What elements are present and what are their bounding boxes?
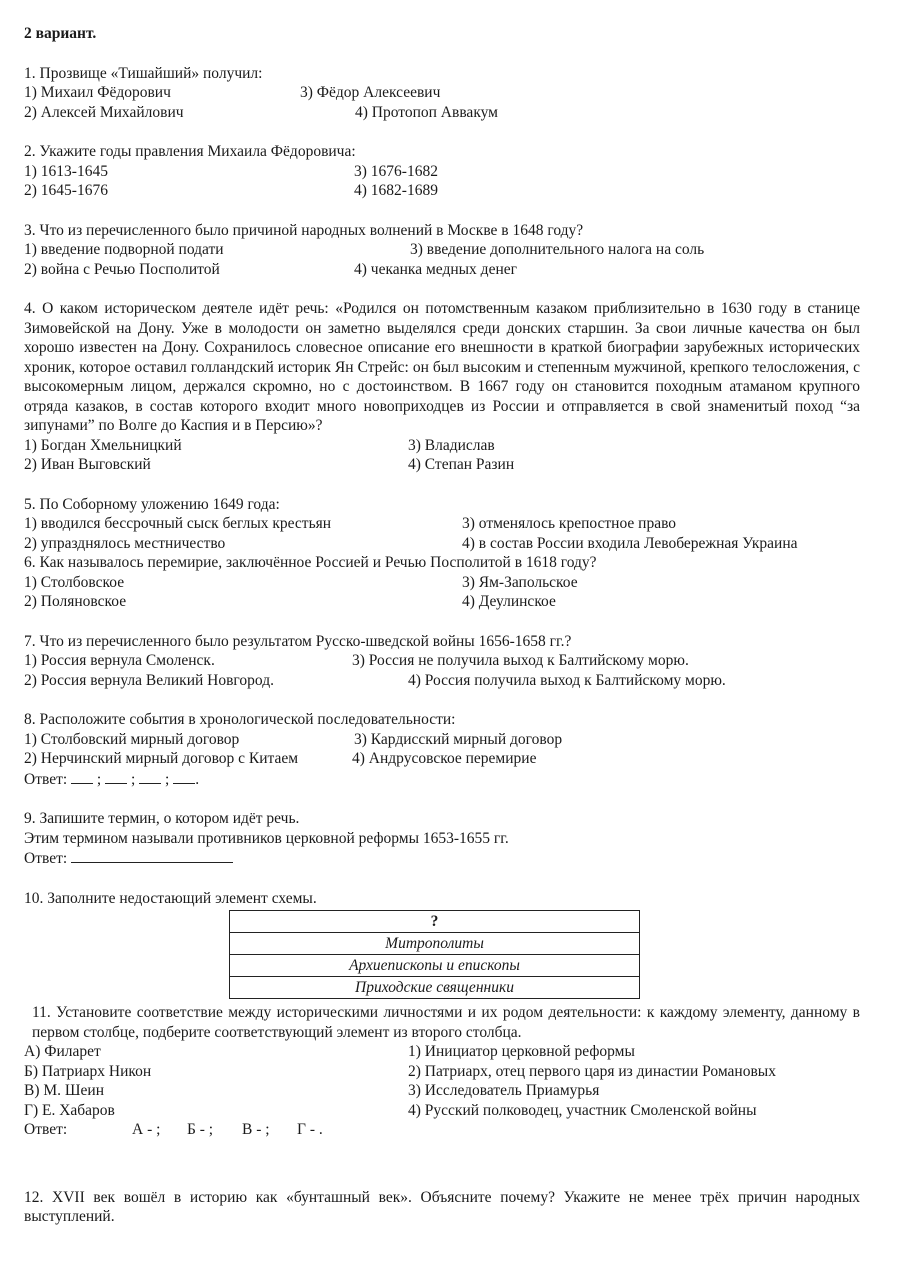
question-text: 3. Что из перечисленного было причиной народных волнений в Москве в 1648 году? xyxy=(24,221,584,239)
answer-slot-d[interactable]: Г - . xyxy=(297,1121,323,1138)
option: 4) Россия получила выход к Балтийскому морю. xyxy=(408,671,726,689)
option: 2) Алексей Михайлович xyxy=(24,103,184,121)
question-text: 8. Расположите события в хронологической последовательности: xyxy=(24,711,456,728)
option: 1) введение подворной подати xyxy=(24,241,224,258)
option: 3) введение дополнительного налога на соль xyxy=(410,241,705,258)
option: 3) 1676-1682 xyxy=(354,162,438,180)
option: 4) чеканка медных денег xyxy=(354,260,517,278)
question-subtext: Этим термином называли противников церковной реформы 1653-1655 гг. xyxy=(24,829,509,847)
answer-slot-b[interactable]: Б - ; xyxy=(187,1121,214,1138)
option: 3) Ям-Запольское xyxy=(462,573,578,591)
option: 3) отменялось крепостное право xyxy=(462,515,677,532)
option: 4) Протопоп Аввакум xyxy=(355,103,498,121)
option: 2) Россия вернула Великий Новгород. xyxy=(24,671,274,689)
question-5 xyxy=(24,495,860,554)
answer-blank-1[interactable] xyxy=(71,769,93,784)
option: 1) Михаил Фёдорович xyxy=(24,84,171,101)
answer-slot-a[interactable]: А - ; xyxy=(132,1121,161,1138)
question-7 xyxy=(24,632,860,691)
answer-label: Ответ: xyxy=(24,770,68,788)
answer-blank[interactable] xyxy=(71,848,233,863)
person: А) Филарет xyxy=(24,1043,101,1060)
separator: ; xyxy=(130,770,136,788)
answer-blank-4[interactable] xyxy=(173,769,195,784)
option: 2) Иван Выговский xyxy=(24,456,151,473)
answer-line xyxy=(24,769,860,790)
option: 1) Столбовское xyxy=(24,573,125,591)
option: 2) война с Речью Посполитой xyxy=(24,260,220,278)
question-text: 5. По Соборному уложению 1649 года: xyxy=(24,495,280,513)
option: 3) Фёдор Алексеевич xyxy=(300,84,441,101)
option: 4) в состав России входила Левобережная Украина xyxy=(462,534,798,552)
question-text: 12. XVII век вошёл в историю как «бунташный век». Объясните почему? Укажите не менее трёх причин народных выступлений. xyxy=(24,1188,860,1225)
option: 4) 1682-1689 xyxy=(354,182,438,199)
occupation: 2) Патриарх, отец первого царя из династии Романовых xyxy=(408,1062,776,1080)
option: 1) вводился бессрочный сыск беглых крестьян xyxy=(24,515,332,532)
question-text: 4. О каком историческом деятеле идёт речь: «Родился он потомственным казаком приблизительно в 1630 году в станице Зимовейской на Дону. Уже в молодости он заметно выделялся среди донских старшин. За свои личные качества он был хорошо известен на Дону. Сохранилось словесное описание его внешности в краткой биографии зарубежных исторических хроник, которое оставил голландский историк Ян Стрейс: он был высоким и степенным мужчиной, крепкого телосложения, с высокомерным лицом, держался скромно, но с достоинством. В 1667 году он становится походным атаманом крупного отряда казаков, в состав которого входит много новоприходцев из России и отправляется в свой знаменитый поход “за зипунами” по Волге до Каспия и в Персию»? xyxy=(24,300,860,434)
answer-label: Ответ: xyxy=(24,1121,68,1138)
person: Б) Патриарх Никон xyxy=(24,1062,152,1080)
answer-blank-3[interactable] xyxy=(139,769,161,784)
option: 1) 1613-1645 xyxy=(24,162,108,180)
option: 3) Владислав xyxy=(408,436,495,454)
question-11 xyxy=(24,1003,860,1140)
option: 2) Нерчинский мирный договор с Китаем xyxy=(24,750,299,767)
answer-blank-2[interactable] xyxy=(105,769,127,784)
option: 3) Кардисский мирный договор xyxy=(354,730,563,748)
separator: ; xyxy=(165,770,170,788)
question-2 xyxy=(24,142,860,201)
scheme-row: Архиепископы и епископы xyxy=(230,955,640,977)
answer-slot-c[interactable]: В - ; xyxy=(242,1121,270,1138)
option: 1) Россия вернула Смоленск. xyxy=(24,652,215,669)
question-12 xyxy=(24,1188,860,1227)
option: 1) Столбовский мирный договор xyxy=(24,730,240,748)
question-8 xyxy=(24,710,860,789)
question-text: 7. Что из перечисленного было результатом Русско-шведской войны 1656-1658 гг.? xyxy=(24,632,572,650)
option: 4) Андрусовское перемирие xyxy=(352,750,537,767)
scheme-row: Приходские священники xyxy=(230,977,640,999)
occupation: 4) Русский полководец, участник Смоленской войны xyxy=(408,1101,757,1119)
option: 2) Поляновское xyxy=(24,593,127,610)
end-mark: . xyxy=(195,770,200,788)
worksheet xyxy=(24,24,860,1247)
question-text: 1. Прозвище «Тишайший» получил: xyxy=(24,64,263,82)
separator: ; xyxy=(96,770,102,788)
person: Г) Е. Хабаров xyxy=(24,1101,115,1119)
answer-label: Ответ: xyxy=(24,850,68,867)
option: 3) Россия не получила выход к Балтийскому морю. xyxy=(352,652,689,669)
question-1 xyxy=(24,64,860,123)
option: 2) 1645-1676 xyxy=(24,182,108,199)
question-4 xyxy=(24,299,860,475)
question-text: 10. Заполните недостающий элемент схемы. xyxy=(24,889,317,907)
option: 1) Богдан Хмельницкий xyxy=(24,436,182,454)
occupation: 3) Исследователь Приамурья xyxy=(408,1082,600,1099)
variant-title: 2 вариант. xyxy=(24,25,97,42)
question-text: 9. Запишите термин, о котором идёт речь. xyxy=(24,810,300,827)
scheme-row: Митрополиты xyxy=(230,933,640,955)
question-text: 11. Установите соответствие между историческими личностями и их родом деятельности: к каждому элементу, данному в первом столбце, подберите соответствующий элемент из второго столбца. xyxy=(32,1004,860,1041)
hierarchy-scheme xyxy=(229,910,640,999)
answer-line xyxy=(24,848,860,869)
person: В) М. Шеин xyxy=(24,1082,105,1099)
option: 4) Деулинское xyxy=(462,593,556,610)
question-6 xyxy=(24,553,860,612)
scheme-missing-element[interactable]: ? xyxy=(230,911,640,933)
question-text: 2. Укажите годы правления Михаила Фёдоровича: xyxy=(24,143,356,160)
occupation: 1) Инициатор церковной реформы xyxy=(408,1043,635,1060)
question-3 xyxy=(24,221,860,280)
option: 4) Степан Разин xyxy=(408,456,515,473)
question-9 xyxy=(24,809,860,869)
question-text: 6. Как называлось перемирие, заключённое Россией и Речью Посполитой в 1618 году? xyxy=(24,554,597,571)
question-10 xyxy=(24,889,860,1000)
option: 2) упразднялось местничество xyxy=(24,534,226,552)
